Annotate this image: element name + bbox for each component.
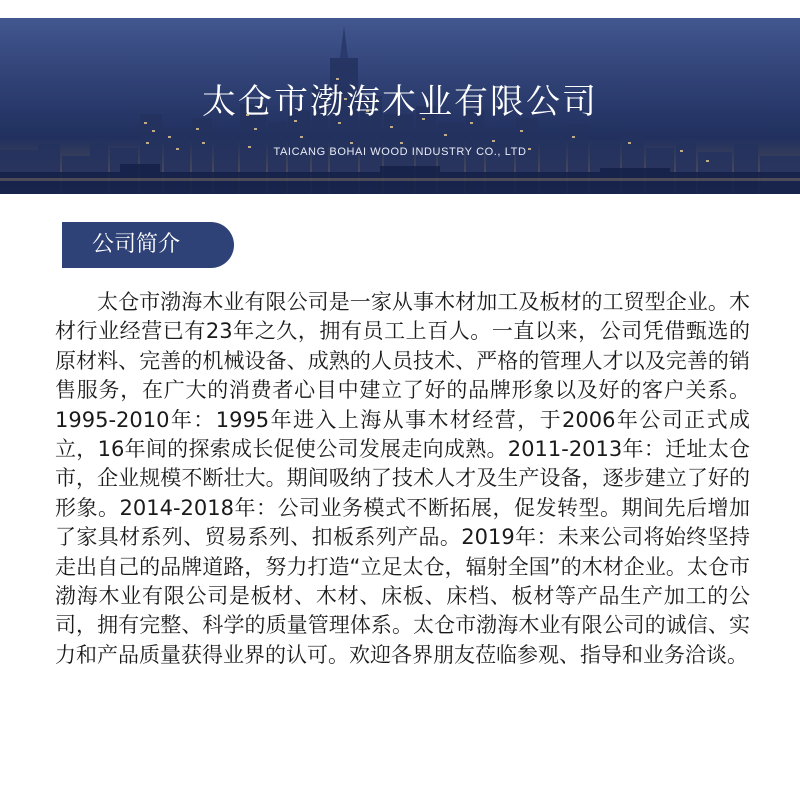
section-tag-label: 公司简介 bbox=[92, 232, 181, 257]
company-name-title: 太仓市渤海木业有限公司 bbox=[202, 82, 598, 122]
company-name-english: TAICANG BOHAI WOOD INDUSTRY CO., LTD bbox=[273, 146, 527, 158]
company-introduction-text: 太仓市渤海木业有限公司是一家从事木材加工及板材的工贸型企业。木材行业经营已有23年之久，拥有员工上百人。一直以来，公司凭借甄选的原材料、完善的机械设备、成熟的人员技术、严格的管理人才以及完善的销售服务，在广大的消费者心目中建立了好的品牌形象以及好的客户关系。1995-2010年：1995年进入上海从事木材经营，于2006年公司正式成立，16年间的探索成长促使公司发展走向成熟。2011-2013年：迁址太仓市，企业规模不断壮大。期间吸纳了技术人才及生产设备，逐步建立了好的形象。2014-2018年：公司业务模式不断拓展，促发转型。期间先后增加了家具材系列、贸易系列、扣板系列产品。2019年：未来公司将始终坚持走出自己的品牌道路，努力打造“立足太仓，辐射全国”的木材企业。太仓市渤海木业有限公司是板材、木材、床板、床档、板材等产品生产加工的公司，拥有完整、科学的质量管理体系。太仓市渤海木业有限公司的诚信、实力和产品质量获得业界的认可。欢迎各界朋友莅临参观、指导和业务洽谈。 bbox=[55, 290, 750, 667]
header-banner bbox=[0, 18, 800, 194]
section-tag-company-profile bbox=[62, 222, 234, 268]
